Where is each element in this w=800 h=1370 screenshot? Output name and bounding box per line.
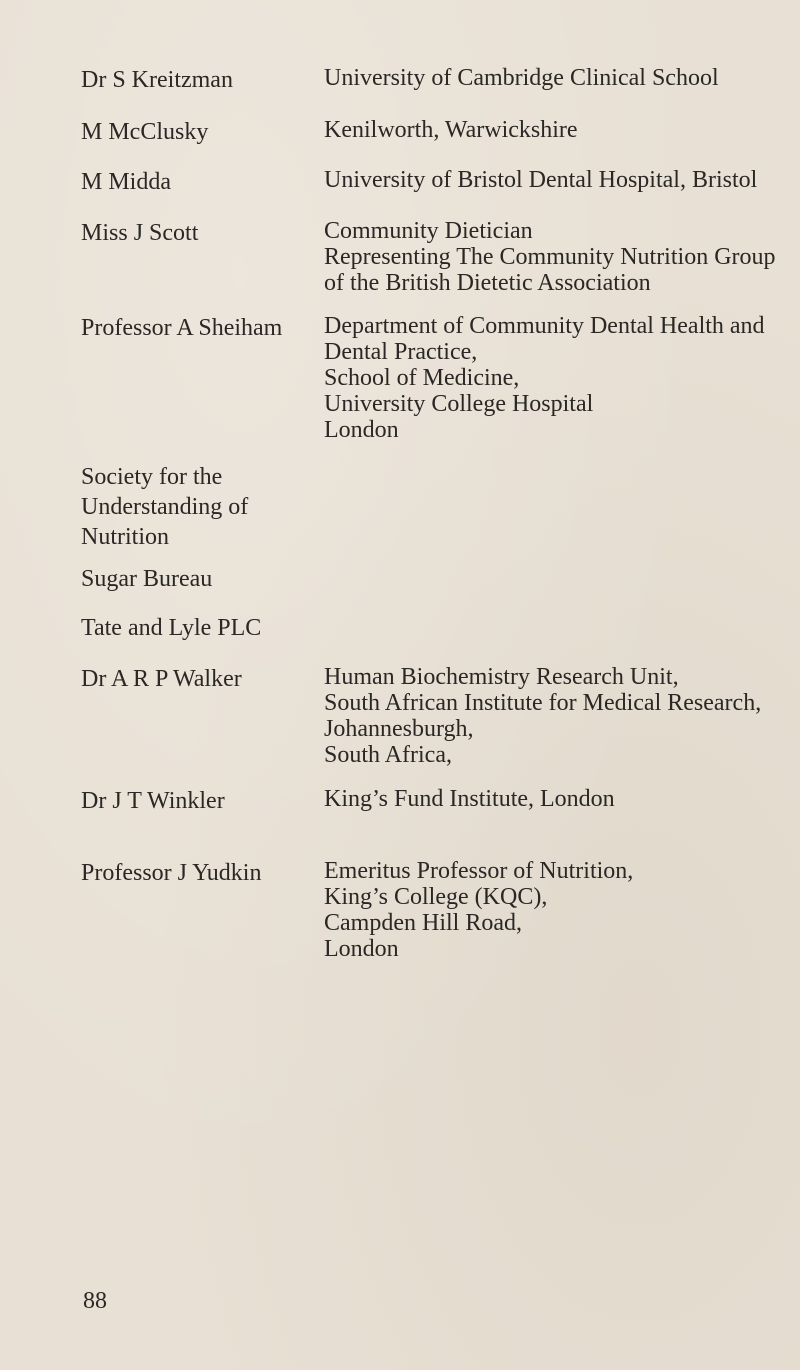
affiliation-line: University College Hospital [324, 391, 594, 417]
person-name: M Midda [81, 169, 171, 195]
affiliation-line: Representing The Community Nutrition Group [324, 244, 776, 270]
affiliation-line: King’s Fund Institute, London [324, 786, 615, 812]
affiliation-line: London [324, 936, 399, 962]
affiliation-line: Johannesburgh, [324, 716, 474, 742]
organization-name: Society for the Understanding of Nutrition [81, 464, 249, 550]
person-name: Professor J Yudkin [81, 860, 262, 886]
page-number: 88 [83, 1288, 107, 1314]
affiliation [324, 858, 794, 962]
person-name: Miss J Scott [81, 220, 199, 246]
affiliation [324, 65, 794, 91]
person-name: M McClusky [81, 119, 209, 145]
affiliation-line: South African Institute for Medical Research, [324, 690, 762, 716]
affiliation-line: Emeritus Professor of Nutrition, [324, 858, 634, 884]
affiliation-line: University of Cambridge Clinical School [324, 65, 719, 91]
affiliation [324, 218, 794, 296]
affiliation-line: King’s College (KQC), [324, 884, 548, 910]
person-name: Professor A Sheiham [81, 315, 283, 341]
affiliation [324, 117, 794, 143]
affiliation-line: School of Medicine, [324, 365, 520, 391]
person-name: Dr J T Winkler [81, 788, 225, 814]
affiliation-line: Dental Practice, [324, 339, 478, 365]
affiliation-line: Human Biochemistry Research Unit, [324, 664, 679, 690]
affiliation-line: University of Bristol Dental Hospital, Bristol [324, 167, 758, 193]
affiliation-line: Community Dietician [324, 218, 533, 244]
affiliation [324, 167, 794, 193]
person-name: Dr S Kreitzman [81, 67, 233, 93]
affiliation [324, 664, 794, 768]
affiliation-line: South Africa, [324, 742, 452, 768]
affiliation [324, 786, 794, 812]
affiliation-line: Kenilworth, Warwickshire [324, 117, 578, 143]
organization-name: Sugar Bureau [81, 566, 213, 592]
person-name: Dr A R P Walker [81, 666, 242, 692]
organization-name: Tate and Lyle PLC [81, 615, 262, 641]
affiliation-line: Department of Community Dental Health and [324, 313, 765, 339]
affiliation-line: of the British Dietetic Association [324, 270, 651, 296]
affiliation-line: London [324, 417, 399, 443]
affiliation [324, 313, 794, 443]
affiliation-line: Campden Hill Road, [324, 910, 522, 936]
